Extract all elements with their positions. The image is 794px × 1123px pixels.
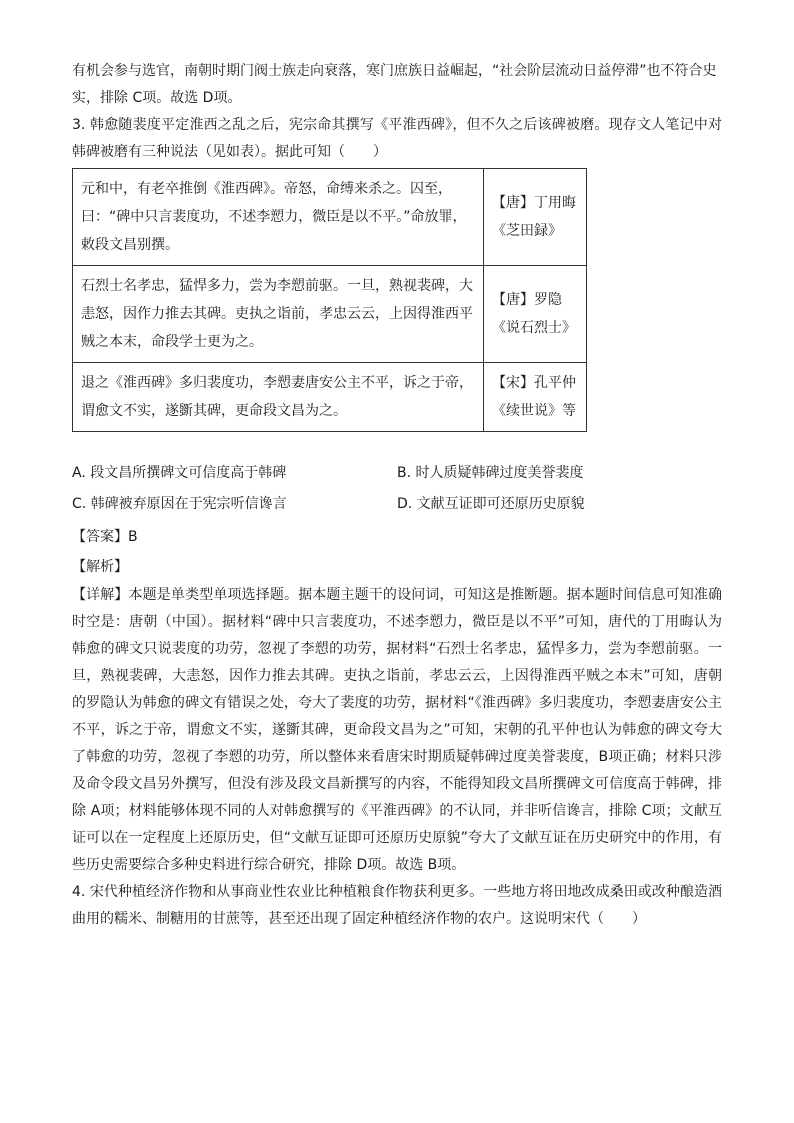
source-author: 【宋】孔平仲 xyxy=(492,375,576,391)
source-title: 《说石烈士》 xyxy=(492,320,576,336)
intro-line-1: 有机会参与选官，南朝时期门阀士族走向衰落，寒门庶族日益崛起，“社会阶层流动日益停滞”也不符合史 xyxy=(72,63,717,79)
document-page xyxy=(72,58,722,933)
source-title: 《续世说》等 xyxy=(492,403,576,419)
option-c: C. 韩碑被弃原因在于宪宗听信谗言 xyxy=(72,496,287,512)
source-table xyxy=(72,168,587,432)
option-d: D. 文献互证即可还原历史原貌 xyxy=(397,496,585,512)
option-a: A. 段文昌所撰碑文可信度高于韩碑 xyxy=(72,465,287,481)
source-cell xyxy=(484,363,587,432)
analysis-label: 【解析】 xyxy=(72,559,128,575)
source-cell xyxy=(484,169,587,266)
source-title: 《芝田録》 xyxy=(492,223,562,239)
quote-cell: 石烈士名孝忠，猛悍多力，尝为李愬前驱。一旦，熟视裴碑，大恚怒，因作力推去其碑。吏执之诣前，孝忠云云，上因得淮西平贼之本末，命段学士更为之。 xyxy=(73,266,484,363)
table-row xyxy=(73,363,587,432)
source-cell xyxy=(484,266,587,363)
source-author: 【唐】罗隐 xyxy=(492,292,562,308)
source-author: 【唐】丁用晦 xyxy=(492,195,576,211)
intro-line-2: 实，排除 C项。故选 D项。 xyxy=(72,90,242,106)
table-row xyxy=(73,266,587,363)
analysis-text: 【详解】本题是单类型单项选择题。据本题主题干的设问词，可知这是推断题。据本题时间信息可知准确时空是：唐朝（中国）。据材料“碑中只言裴度功，不述李愬力，微臣是以不平”可知，唐代的丁用晦认为韩愈的碑文只说裴度的功劳，忽视了李愬的功劳，据材料“石烈士名孝忠，猛悍多力，尝为李愬前驱。一旦，熟视裴碑，大恚怒，因作力推去其碑。吏执之诣前，孝忠云云，上因得淮西平贼之本末”可知，唐朝的罗隐认为韩愈的碑文有错误之处，夸大了裴度的功劳，据材料“《淮西碑》多归裴度功，李愬妻唐安公主不平，诉之于帝，谓愈文不实，遂斵其碑，更命段文昌为之”可知，宋朝的孔平仲也认为韩愈的碑文夸大了韩愈的功劳，忽视了李愬的功劳，所以整体来看唐宋时期质疑韩碑过度美誉裴度，B项正确；材料只涉及命令段文昌另外撰写，但没有涉及段文昌新撰写的内容，不能得知段文昌所撰碑文可信度高于韩碑，排除 A项；材料能够体现不同的人对韩愈撰写的《平淮西碑》的不认同，并非听信谗言，排除 C项；文献互证可以在一定程度上还原历史，但“文献互证即可还原历史原貌”夸大了文献互证在历史研究中的作用，有些历史需要综合多种史料进行综合研究，排除 D项。故选 B项。 xyxy=(72,587,722,873)
question-3-stem: 3. 韩愈随裴度平定淮西之乱之后，宪宗命其撰写《平淮西碑》，但不久之后该碑被磨。现存文人笔记中对韩碑被磨有三种说法（见如表）。据此可知（ ） xyxy=(72,117,722,160)
option-b: B. 时人质疑韩碑过度美誉裴度 xyxy=(397,465,584,481)
quote-cell: 退之《淮西碑》多归裴度功，李愬妻唐安公主不平，诉之于帝，谓愈文不实，遂斵其碑，更命段文昌为之。 xyxy=(73,363,484,432)
table-row xyxy=(73,169,587,266)
quote-cell: 元和中，有老卒推倒《淮西碑》。帝怒，命缚来杀之。囚至，曰：“碑中只言裴度功，不述李愬力，微臣是以不平。”命放罪，敕段文昌别撰。 xyxy=(73,169,484,266)
question-4-stem: 4. 宋代种植经济作物和从事商业性农业比种植粮食作物获利更多。一些地方将田地改成桑田或改种酿造酒曲用的糯米、制糖用的甘蔗等，甚至还出现了固定种植经济作物的农户。这说明宋代（ ） xyxy=(72,884,722,927)
answer-options xyxy=(72,460,722,522)
answer-label: 【答案】B xyxy=(72,529,138,545)
